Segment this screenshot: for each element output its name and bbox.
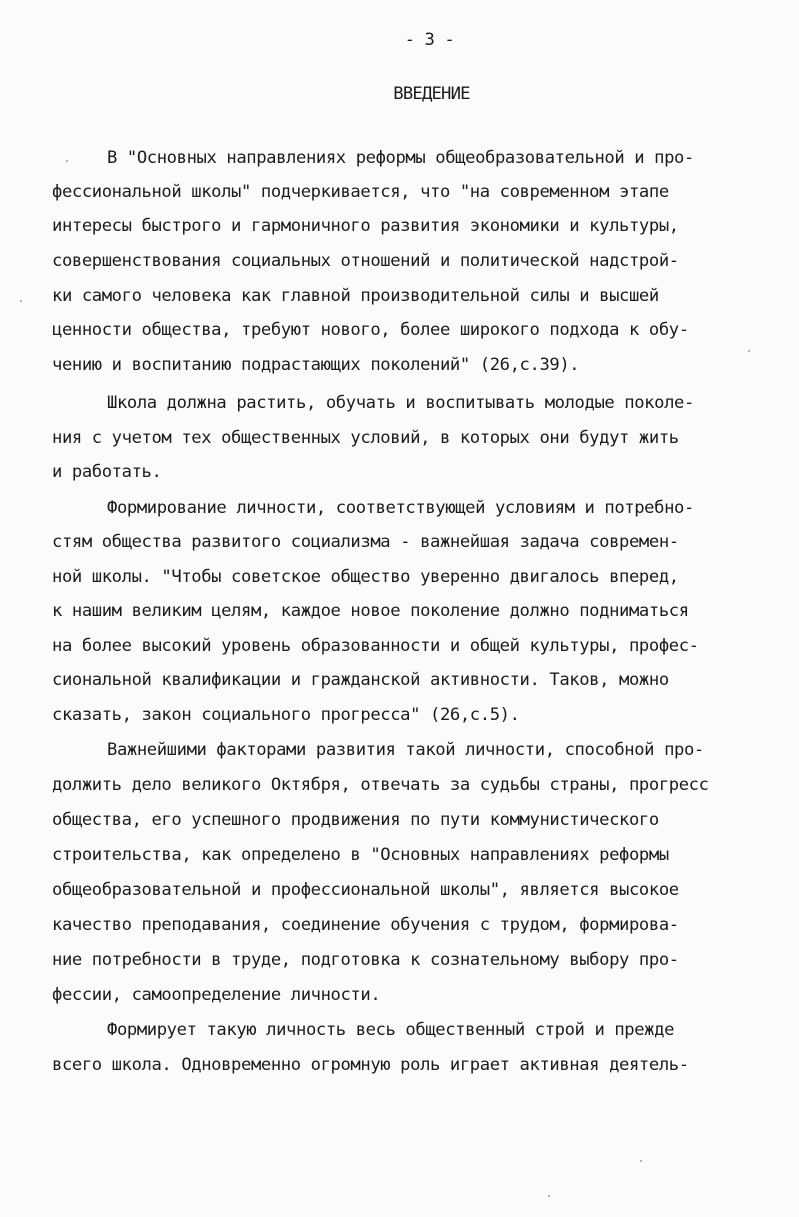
- text-line: ние потребности в труде, подготовка к сознательному выбору про-: [52, 950, 679, 970]
- text-line: строительства, как определено в "Основных направлениях реформы: [52, 845, 669, 865]
- text-line: на более высокий уровень образованности и общей культуры, профес-: [52, 636, 699, 656]
- page-number: - 3 -: [404, 30, 455, 50]
- text-line: чению и воспитанию подрастающих поколений" (26,с.39).: [52, 355, 580, 375]
- text-line: Формирование личности, соответствующей условиям и потребно-: [107, 498, 694, 518]
- text-line: сиональной квалификации и гражданской активности. Таков, можно: [52, 670, 669, 690]
- text-line: качество преподавания, соединение обучения с трудом, формирова-: [52, 915, 679, 935]
- text-line: общества, его успешного продвижения по пути коммунистического: [52, 810, 659, 830]
- text-line: Формирует такую личность весь общественный строй и прежде: [107, 1020, 675, 1040]
- text-line: интересы быстрого и гармоничного развития экономики и культуры,: [52, 216, 679, 236]
- scan-speck: [66, 160, 68, 162]
- text-line: ценности общества, требуют нового, более широкого подхода к обу-: [52, 320, 689, 340]
- text-line: сказать, закон социального прогресса" (26,с.5).: [52, 705, 520, 725]
- text-line: В "Основных направлениях реформы общеобразовательной и про-: [107, 148, 694, 168]
- text-line: фессии, самоопределение личности.: [52, 985, 381, 1005]
- text-line: совершенствования социальных отношений и политической надстрой-: [52, 251, 679, 271]
- text-line: и работать.: [52, 462, 162, 482]
- section-heading: ВВЕДЕНИЕ: [393, 84, 470, 104]
- text-line: должить дело великого Октября, отвечать за судьбы страны, прогресс: [52, 775, 709, 795]
- scan-speck: [548, 1195, 550, 1197]
- scan-speck: [20, 300, 22, 302]
- text-line: стям общества развитого социализма - важнейшая задача современ-: [52, 532, 679, 552]
- text-line: Школа должна растить, обучать и воспитывать молодые поколе-: [107, 393, 694, 413]
- text-line: всего школа. Одновременно огромную роль играет активная деятель-: [52, 1055, 689, 1075]
- text-line: к нашим великим целям, каждое новое поколение должно подниматься: [52, 601, 689, 621]
- text-line: Важнейшими факторами развития такой личности, способной про-: [107, 740, 704, 760]
- text-line: фессиональной школы" подчеркивается, что "на современном этапе: [52, 182, 669, 202]
- scan-speck: [640, 1160, 642, 1162]
- text-line: общеобразовательной и профессиональной школы", является высокое: [52, 880, 679, 900]
- text-line: ной школы. "Чтобы советское общество уверенно двигалось вперед,: [52, 567, 679, 587]
- text-line: ния с учетом тех общественных условий, в которых они будут жить: [52, 428, 679, 448]
- scan-speck: [748, 350, 750, 352]
- text-line: ки самого человека как главной производительной силы и высшей: [52, 286, 659, 306]
